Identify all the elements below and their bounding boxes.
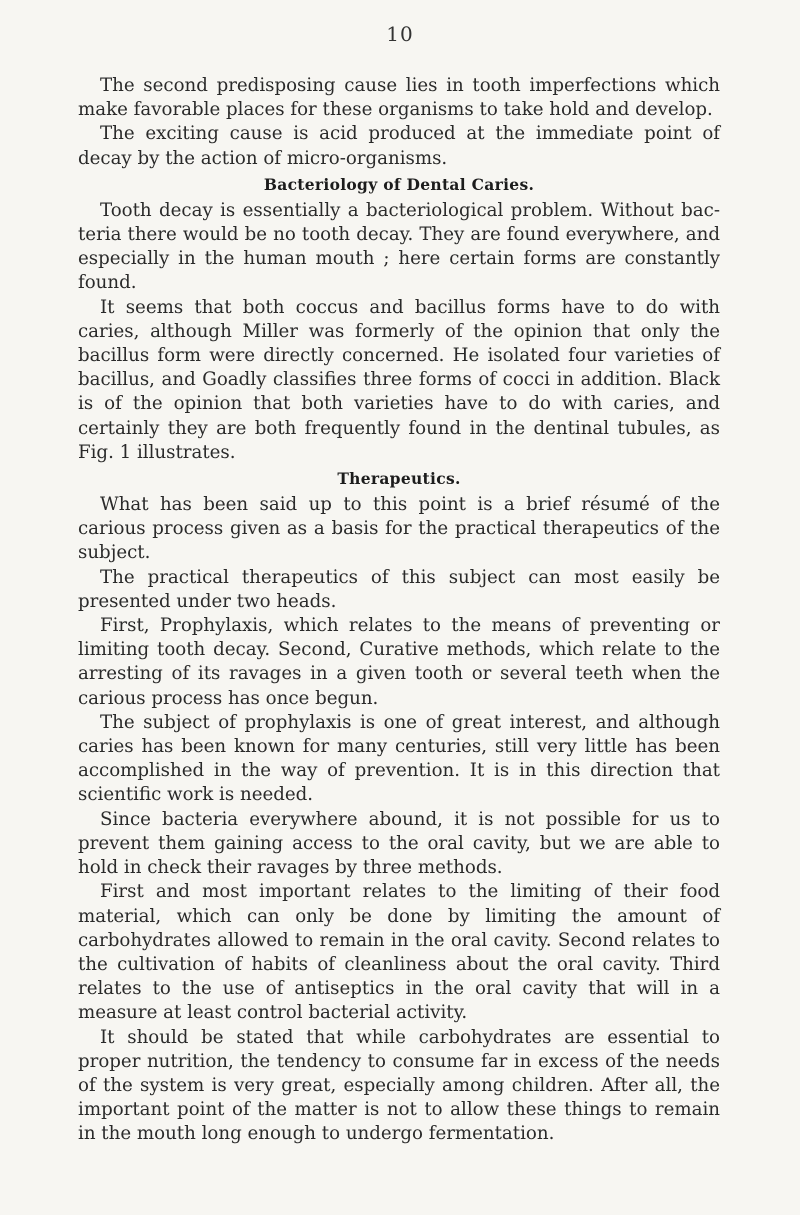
paragraph-bacteria-abound: Since bacteria everywhere abound, it is not possible for us to prevent them gaining access to the oral cavity, but we are able to hold in check their ravages by three methods. bbox=[78, 808, 720, 879]
section-heading-therapeutics: Therapeutics. bbox=[337, 469, 461, 489]
paragraph-exciting-cause: The exciting cause is acid produced at the immediate point of decay by the action of micro-organisms. bbox=[78, 123, 720, 169]
paragraph-resume: What has been said up to this point is a brief résumé of the carious process given as a basis for the practical therapeutics of the subject. bbox=[78, 494, 720, 564]
section-heading-bacteriology: Bacteriology of Dental Caries. bbox=[263, 174, 535, 194]
paragraph-prophylaxis-curative: First, Prophylaxis, which relates to the means of preventing or limiting tooth decay. Second, Curative methods, which relate to the arresting of its ravages in a given tooth or several teeth when the carious process has once begun. bbox=[78, 615, 720, 709]
paragraph-coccus-bacillus: It seems that both coccus and bacillus forms have to do with caries, although Miller was formerly of the opinion that only the bacillus form were directly concerned. He isolated four varieties of bacillus, and Goadly classifies three forms of cocci in addition. Black is of the opinion that both varieties have to do with caries, and certainly they are both frequently found in the dentinal tubules, as Fig. 1 illustrates. bbox=[78, 296, 720, 463]
page-number: 10 bbox=[386, 22, 414, 46]
paragraph-carbohydrates: It should be stated that while carbohydrates are essential to proper nutrition, the tendency to consume far in excess of the needs of the system is very great, especially among children. After all, the important point of the matter is not to allow these things to remain in the mouth long enough to undergo fermentation. bbox=[78, 1026, 720, 1145]
paragraph-predisposing-cause: The second predisposing cause lies in tooth imperfections which make favorable places for these organisms to take hold and develop. bbox=[78, 75, 720, 121]
paragraph-prophylaxis-interest: The subject of prophylaxis is one of great interest, and although caries has been known for many centuries, still very little has been accomplished in the way of prevention. It is in this direction that scientific work is needed. bbox=[78, 711, 720, 806]
paragraph-three-methods: First and most important relates to the limiting of their food material, which can only be done by limiting the amount of carbohydrates allowed to remain in the oral cavity. Second relates to the cultivation of habits of cleanliness about the oral cavity. Third relates to the use of antiseptics in the oral cavity that will in a measure at least control bacterial activity. bbox=[78, 881, 720, 1024]
body-text bbox=[78, 74, 720, 1147]
paragraph-two-heads: The practical therapeutics of this subject can most easily be presented under two heads. bbox=[78, 566, 720, 612]
paragraph-tooth-decay: Tooth decay is essentially a bacteriological problem. Without bacteria there would be no tooth decay. They are found everywhere, and especially in the human mouth ; here certain forms are constantly found. bbox=[78, 199, 720, 294]
